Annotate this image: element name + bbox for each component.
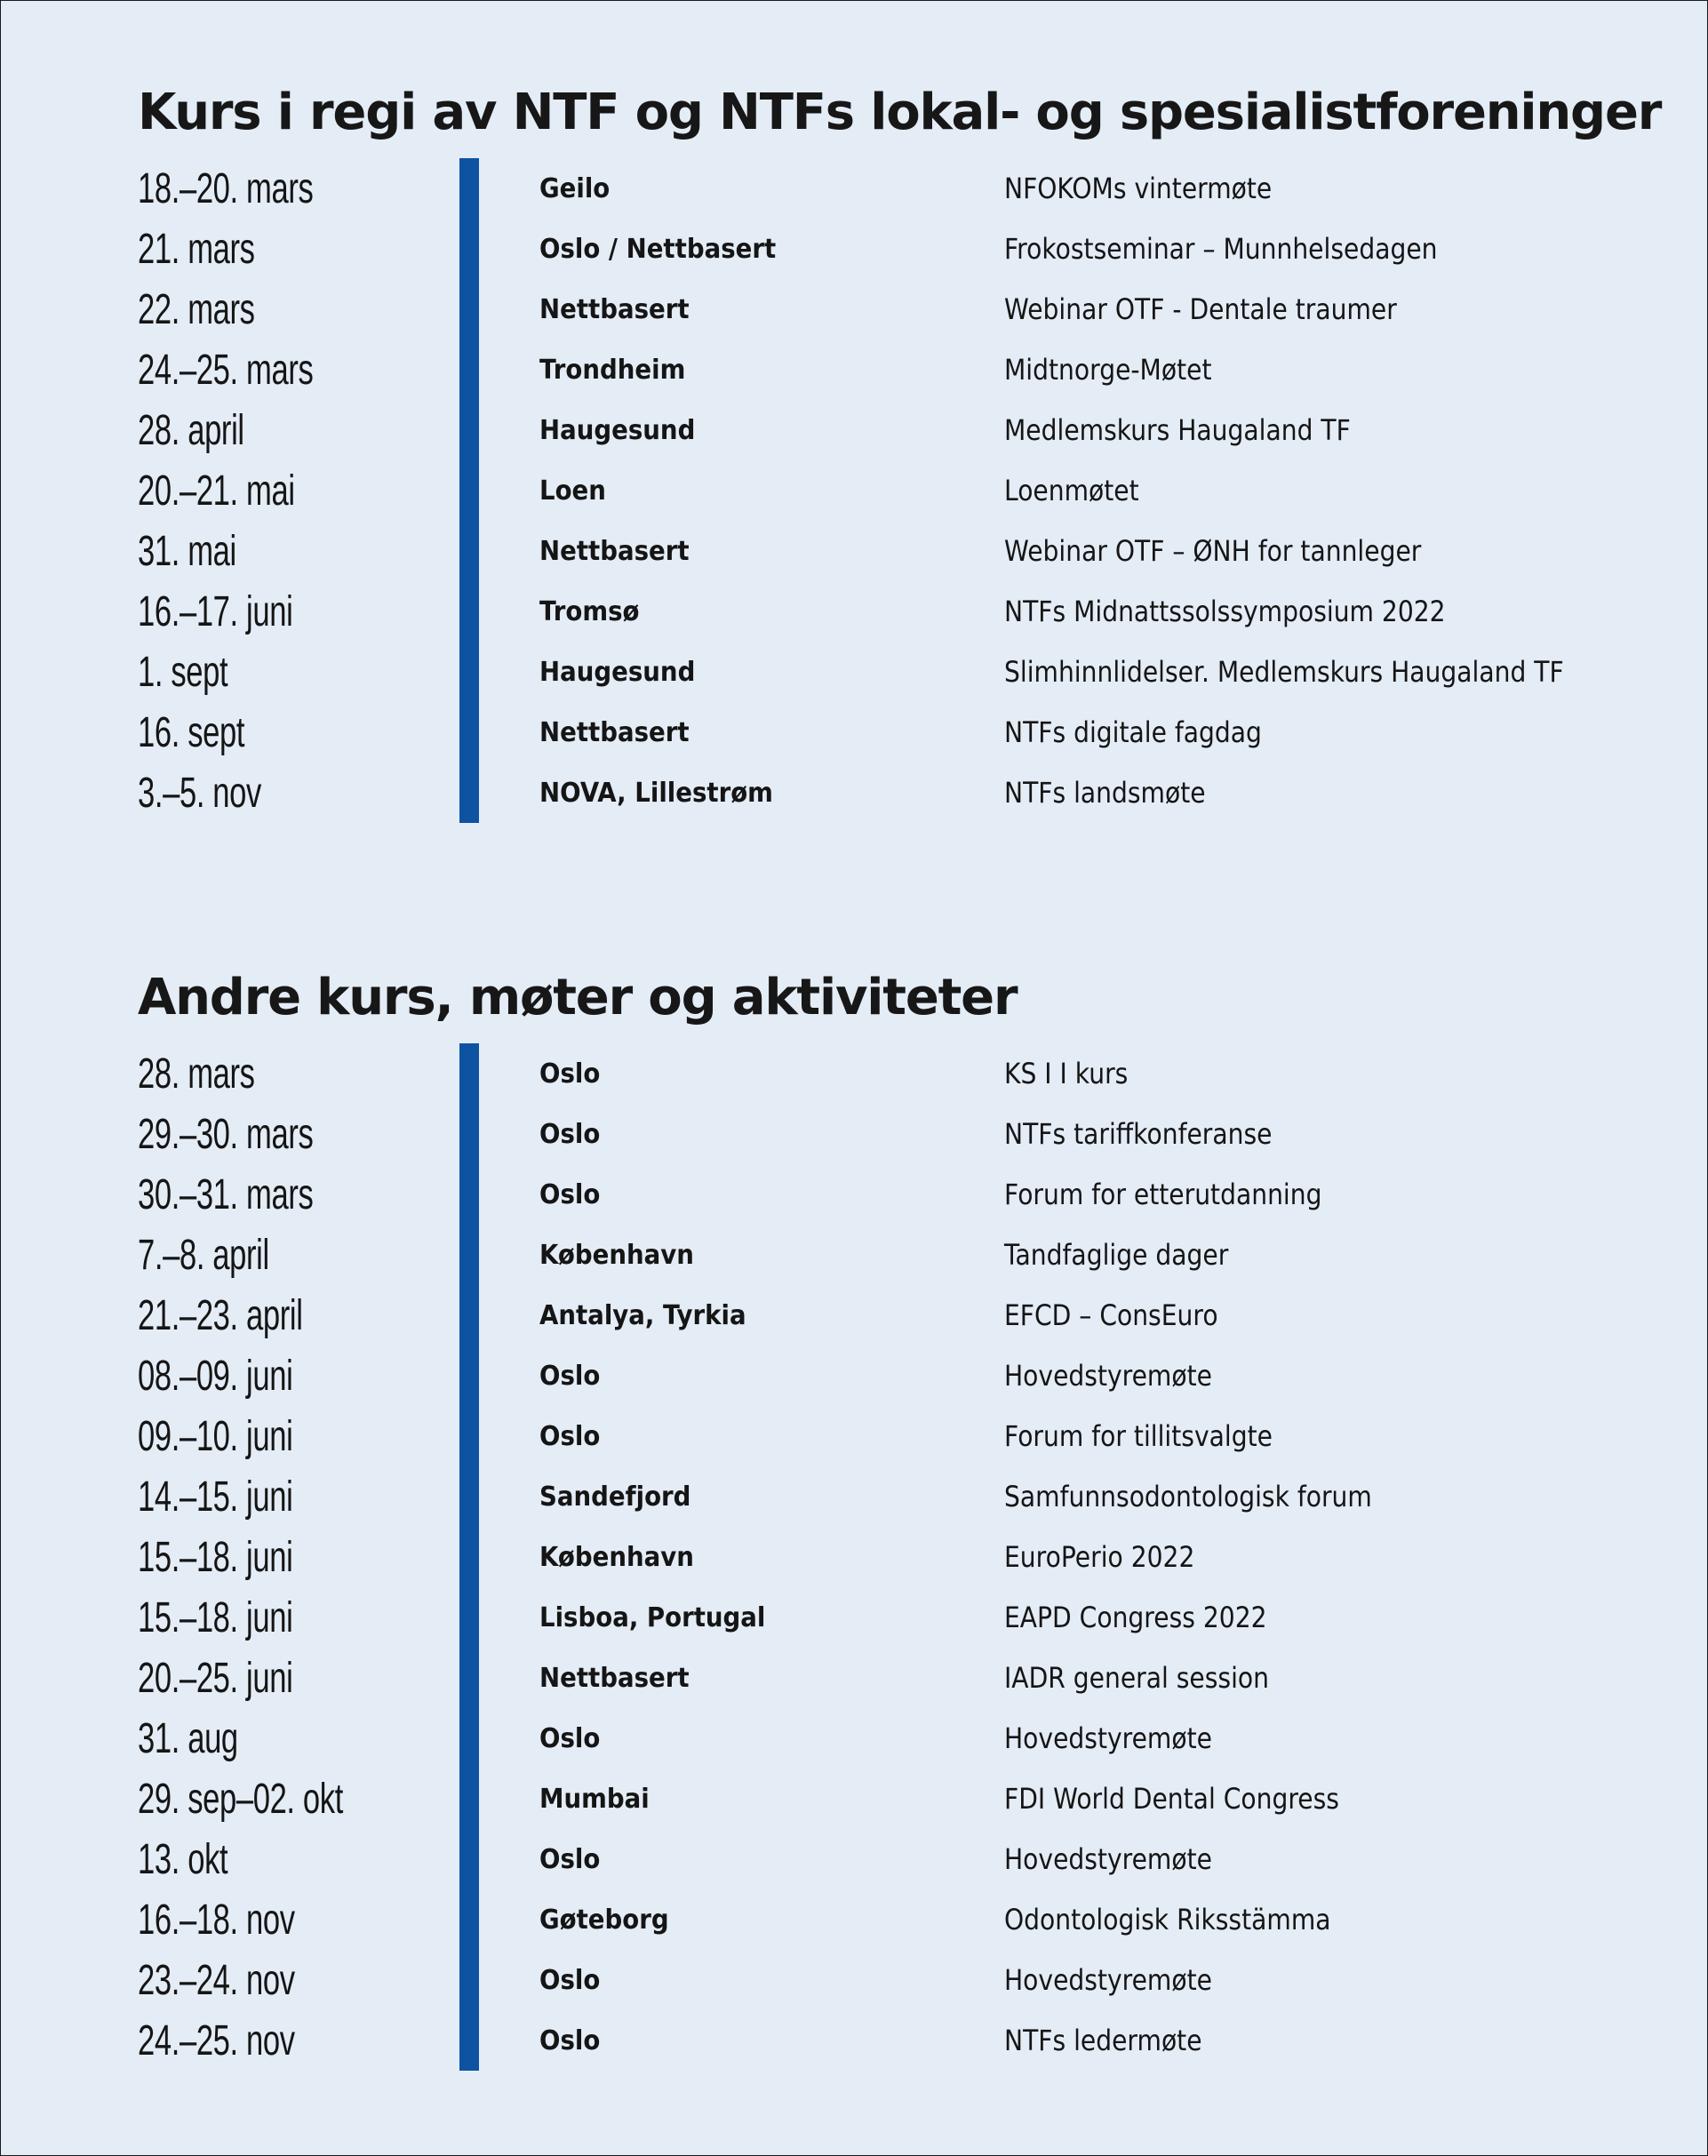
event-row [138, 702, 1648, 763]
event-place: Nettbasert [539, 535, 690, 567]
event-name: Tandfaglige dager [1004, 1238, 1229, 1272]
event-place: Gøteborg [539, 1904, 669, 1936]
event-date: 20.–21. mai [138, 467, 295, 515]
event-name: IADR general session [1004, 1661, 1269, 1695]
event-place: Nettbasert [539, 1662, 690, 1694]
event-date: 14.–15. juni [138, 1473, 293, 1521]
event-place: Oslo [539, 1118, 601, 1150]
event-place: Antalya, Tyrkia [539, 1299, 746, 1331]
event-name: Samfunnsodontologisk forum [1004, 1480, 1372, 1513]
event-date: 30.–31. mars [138, 1170, 314, 1218]
event-date: 31. aug [138, 1714, 238, 1762]
event-date: 24.–25. mars [138, 346, 314, 394]
event-name: Webinar OTF – ØNH for tannleger [1004, 534, 1422, 568]
event-place: Loen [539, 475, 606, 507]
event-date: 16.–18. nov [138, 1896, 295, 1944]
event-row [138, 219, 1648, 279]
event-row [138, 460, 1648, 521]
event-place: Oslo [539, 1420, 601, 1452]
event-place: Lisboa, Portugal [539, 1601, 766, 1633]
event-row [138, 400, 1648, 460]
event-row [138, 1648, 1648, 1708]
event-name: Loenmøtet [1004, 474, 1139, 507]
event-name: EuroPerio 2022 [1004, 1540, 1195, 1574]
event-place: København [539, 1239, 694, 1271]
event-date: 16. sept [138, 708, 245, 756]
event-row [138, 158, 1648, 219]
event-place: Oslo [539, 1722, 601, 1754]
event-place: Sandefjord [539, 1481, 691, 1513]
event-date: 1. sept [138, 648, 228, 696]
section-other-events [138, 967, 1648, 2071]
event-name: Hovedstyremøte [1004, 1963, 1212, 1997]
section-heading: Kurs i regi av NTF og NTFs lokal- og spesialistforeninger [138, 84, 1662, 141]
event-place: Oslo [539, 1178, 601, 1210]
event-name: Medlemskurs Haugaland TF [1004, 413, 1351, 447]
event-row [138, 1406, 1648, 1466]
event-row [138, 1285, 1648, 1346]
event-row [138, 521, 1648, 581]
event-date: 24.–25. nov [138, 2016, 295, 2064]
event-row [138, 1889, 1648, 1950]
event-name: Webinar OTF - Dentale traumer [1004, 292, 1397, 326]
event-row [138, 1829, 1648, 1889]
event-row [138, 1708, 1648, 1769]
event-name: Slimhinnlidelser. Medlemskurs Haugaland TF [1004, 655, 1564, 689]
event-date: 18.–20. mars [138, 164, 314, 212]
event-name: NTFs Midnattssolssymposium 2022 [1004, 595, 1446, 628]
event-date: 13. okt [138, 1835, 228, 1883]
event-date: 31. mai [138, 527, 236, 575]
event-row [138, 1346, 1648, 1406]
event-date: 23.–24. nov [138, 1956, 295, 2004]
event-name: NTFs ledermøte [1004, 2024, 1202, 2057]
event-date: 08.–09. juni [138, 1352, 293, 1400]
event-place: Oslo / Nettbasert [539, 233, 777, 265]
event-date: 21.–23. april [138, 1291, 303, 1339]
event-row [138, 1587, 1648, 1648]
event-name: FDI World Dental Congress [1004, 1782, 1339, 1816]
event-place: Nettbasert [539, 716, 690, 748]
event-place: Geilo [539, 172, 611, 204]
event-name: Hovedstyremøte [1004, 1359, 1212, 1393]
event-name: Hovedstyremøte [1004, 1721, 1212, 1755]
event-place: Oslo [539, 1058, 601, 1090]
event-row [138, 1043, 1648, 1104]
event-place: Haugesund [539, 414, 696, 446]
event-row [138, 1466, 1648, 1527]
event-name: Forum for etterutdanning [1004, 1178, 1322, 1211]
event-place: Oslo [539, 1964, 601, 1996]
event-place: NOVA, Lillestrøm [539, 777, 773, 809]
event-date: 15.–18. juni [138, 1533, 293, 1581]
event-date: 15.–18. juni [138, 1593, 293, 1641]
event-date: 29. sep–02. okt [138, 1775, 343, 1823]
event-list [138, 158, 1648, 823]
event-date: 16.–17. juni [138, 587, 293, 635]
event-name: Forum for tillitsvalgte [1004, 1419, 1273, 1453]
event-date: 09.–10. juni [138, 1412, 293, 1460]
event-row [138, 339, 1648, 400]
section-ntf-courses [138, 82, 1662, 823]
event-date: 28. mars [138, 1050, 255, 1098]
event-place: Nettbasert [539, 293, 690, 325]
event-row [138, 1104, 1648, 1164]
event-place: Haugesund [539, 656, 696, 688]
event-name: NTFs digitale fagdag [1004, 715, 1262, 749]
event-row [138, 1164, 1648, 1225]
event-place: Oslo [539, 1843, 601, 1875]
event-name: Midtnorge-Møtet [1004, 353, 1212, 387]
event-row [138, 642, 1648, 702]
event-row [138, 1769, 1648, 1829]
event-row [138, 2010, 1648, 2071]
event-date: 7.–8. april [138, 1231, 269, 1279]
event-date: 28. april [138, 406, 244, 454]
event-list [138, 1043, 1648, 2071]
event-date: 22. mars [138, 285, 255, 333]
event-name: KS I I kurs [1004, 1057, 1129, 1090]
event-place: Tromsø [539, 595, 640, 627]
event-place: Trondheim [539, 354, 686, 386]
event-date: 20.–25. juni [138, 1654, 293, 1702]
event-row [138, 279, 1648, 339]
event-row [138, 1527, 1648, 1587]
event-place: Oslo [539, 1360, 601, 1392]
event-date: 29.–30. mars [138, 1110, 314, 1158]
event-name: EFCD – ConsEuro [1004, 1298, 1218, 1332]
event-place: København [539, 1541, 694, 1573]
event-name: NTFs tariffkonferanse [1004, 1117, 1273, 1151]
event-place: Oslo [539, 2024, 601, 2056]
event-name: NFOKOMs vintermøte [1004, 172, 1273, 205]
event-place: Mumbai [539, 1783, 650, 1815]
event-name: Frokostseminar – Munnhelsedagen [1004, 232, 1438, 266]
event-name: NTFs landsmøte [1004, 776, 1206, 810]
event-row [138, 581, 1648, 642]
event-name: Odontologisk Riksstämma [1004, 1903, 1331, 1936]
event-date: 21. mars [138, 225, 255, 273]
section-heading: Andre kurs, møter og aktiviteter [138, 969, 1018, 1026]
event-date: 3.–5. nov [138, 769, 261, 817]
event-row [138, 763, 1648, 823]
event-name: Hovedstyremøte [1004, 1842, 1212, 1876]
event-row [138, 1950, 1648, 2010]
event-row [138, 1225, 1648, 1285]
event-name: EAPD Congress 2022 [1004, 1601, 1267, 1634]
